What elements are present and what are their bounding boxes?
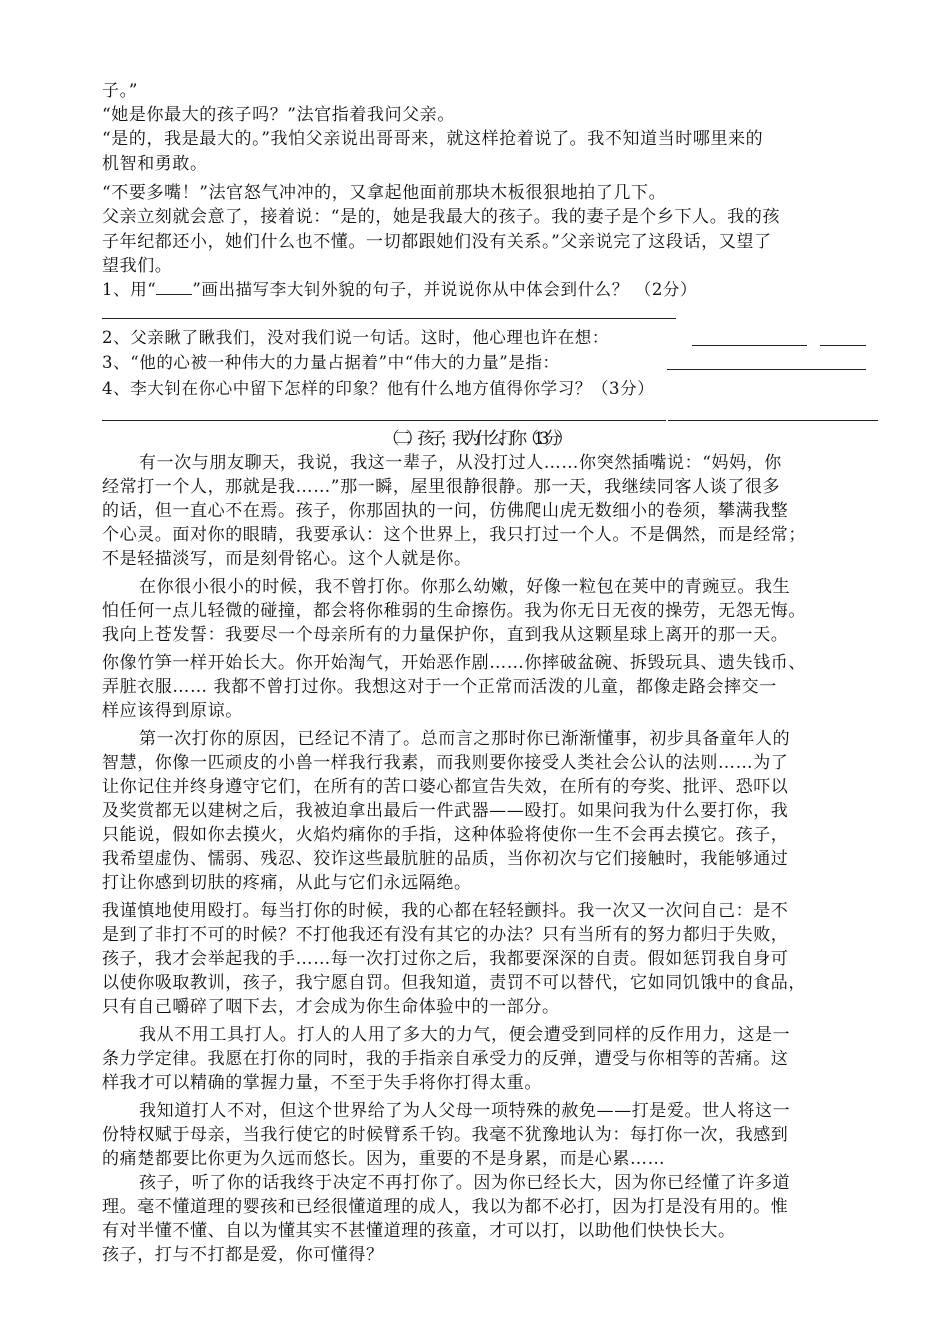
answer-line-3[interactable]: [667, 369, 866, 370]
passage-line: 父亲立刻就会意了，接着说：“是的，她是我最大的孩子。我的妻子是个乡下人。我的孩: [102, 207, 781, 227]
question-4: 4、李大钊在你心中留下怎样的印象？他有什么地方值得你学习？（3分）: [102, 379, 655, 398]
answer-line-1[interactable]: [102, 318, 676, 319]
answer-line-2a[interactable]: [692, 345, 807, 346]
answer-line-4a[interactable]: [102, 420, 666, 421]
passage-line: 望我们。: [102, 256, 173, 276]
body-line: 只能说，假如你去摸火，火焰灼痛你的手指，这种体验将使你一生不会再去摸它。孩子，: [102, 825, 789, 845]
body-line: 打让你感到切肤的疼痛，从此与它们永远隔绝。: [102, 873, 472, 893]
body-line: 有一次与朋友聊天，我说，我这一辈子，从没打过人……你突然插嘴说：“妈妈，你: [139, 453, 782, 473]
section-title: （二）孩子，我为什么打你 （13分）: [382, 429, 568, 449]
body-line: 孩子，听了你的话我终于决定不再打你了。因为你已经长大，因为你已经懂了许多道: [139, 1173, 791, 1193]
body-line: 的话，但一直心不在焉。孩子，你那固执的一问，仿佛爬山虎无数细小的卷须，攀满我整: [102, 501, 789, 521]
question-2: 2、父亲瞅了瞅我们，没对我们说一句话。这时，他心理也许在想：: [102, 328, 609, 347]
body-line: 弄脏衣服…… 我都不曾打过你。我想这对于一个正常而活泼的儿童，都像走路会摔交一: [102, 677, 777, 697]
body-line: 及奖赏都无以建树之后，我被迫拿出最后一件武器——殴打。如果问我为什么要打你，我: [102, 801, 789, 821]
answer-line-2b[interactable]: [820, 345, 866, 346]
underline-blank: [156, 279, 192, 295]
body-line: 不是轻描淡写，而是刻骨铭心。这个人就是你。: [102, 549, 472, 569]
body-line: 我从不用工具打人。打人的人用了多大的力气，便会遭受到同样的反作用力，这是一: [139, 1025, 791, 1045]
passage-line: “不要多嘴！”法官怒气冲冲的，又拿起他面前那块木板很狠地拍了几下。: [102, 183, 667, 203]
question-1: 1、用“ ”画出描写李大钊外貌的句子，并说说你从中体会到什么？ （2分）: [102, 280, 698, 299]
body-line: 理。毫不懂道理的婴孩和已经很懂道理的成人，我以为都不必打，因为打是没有用的。惟: [102, 1197, 789, 1217]
body-line: 我知道打人不对，但这个世界给了为人父母一项特殊的赦免——打是爱。世人将这一: [139, 1101, 791, 1121]
passage-line: 机智和勇敢。: [102, 154, 208, 174]
body-line: 以使你吸取教训，孩子，我宁愿自罚。但我知道，责罚不可以替代，它如同饥饿中的食品，: [102, 973, 806, 993]
body-line: 在你很小很小的时候，我不曾打你。你那么幼嫩，好像一粒包在荚中的青豌豆。我生: [139, 577, 791, 597]
body-line: 份特权赋于母亲，当我行使它的时候臂系千钧。我毫不犹豫地认为：每打你一次，我感到: [102, 1125, 789, 1145]
body-line: 我谨慎地使用殴打。每当打你的时候，我的心都在轻轻颤抖。我一次又一次问自己：是不: [102, 901, 789, 921]
body-line: 样应该得到原谅。: [102, 701, 243, 721]
answer-line-4b[interactable]: [668, 420, 878, 421]
passage-line: “她是你最大的孩子吗？”法官指着我问父亲。: [102, 105, 455, 125]
body-line: 样我才可以精确的掌握力量，不至于失手将你打得太重。: [102, 1073, 542, 1093]
body-line: 孩子，我才会举起我的手……每一次打过你之后，我都要深深的自责。假如惩罚我自身可: [102, 949, 789, 969]
body-line: 的痛楚都要比你更为久远而悠长。因为，重要的不是身累，而是心累……: [102, 1149, 666, 1169]
body-line: 让你记住并终身遵守它们，在所有的苦口婆心都宣告失效，在所有的夸奖、批评、恐吓以: [102, 777, 789, 797]
body-line: 条力学定律。我愿在打你的同时，我的手指亲自承受力的反弹，遭受与你相等的苦痛。这: [102, 1049, 789, 1069]
body-line: 个心灵。面对你的眼睛，我要承认：这个世界上，我只打过一个人。不是偶然，而是经常；: [102, 525, 806, 545]
passage-line: “是的，我是最大的。”我怕父亲说出哥哥来，就这样抢着说了。我不知道当时哪里来的: [102, 129, 764, 149]
passage-line: 子年纪都还小，她们什么也不懂。一切都跟她们没有关系。”父亲说完了这段话，又望了: [102, 232, 772, 252]
body-line: 我向上苍发誓：我要尽一个母亲所有的力量保护你，直到我从这颗星球上离开的那一天。: [102, 625, 789, 645]
body-line: 孩子，打与不打都是爱，你可懂得？: [102, 1245, 384, 1265]
body-line: 经常打一个人，那就是我……”那一瞬，屋里很静很静。那一天，我继续同客人谈了很多: [102, 477, 781, 497]
body-line: 只有自己嚼碎了咽下去，才会成为你生命体验中的一部分。: [102, 997, 560, 1017]
body-line: 我希望虚伪、懦弱、残忍、狡诈这些最肮脏的品质，当你初次与它们接触时，我能够通过: [102, 849, 789, 869]
body-line: 你像竹笋一样开始长大。你开始淘气，开始恶作剧……你摔破盆碗、拆毁玩具、遗失钱币、: [102, 653, 806, 673]
body-line: 怕任何一点儿轻微的碰撞，都会将你稚弱的生命擦伤。我为你无日无夜的操劳，无怨无悔。: [102, 601, 806, 621]
body-line: 是到了非打不可的时候？不打他我还有没有其它的办法？只有当所有的努力都归于失败，: [102, 925, 789, 945]
question-3: 3、“他的心被一种伟大的力量占据着”中“伟大的力量”是指：: [102, 353, 560, 372]
body-line: 有对半懂不懂、自以为懂其实不甚懂道理的孩童，才可以打，以助他们快快长大。: [102, 1221, 736, 1241]
passage-line: 子。”: [102, 81, 138, 101]
body-line: 智慧，你像一匹顽皮的小兽一样我行我素，而我则要你接受人类社会公认的法则……为了: [102, 753, 789, 773]
body-line: 第一次打你的原因，已经记不清了。总而言之那时你已渐渐懂事，初步具备童年人的: [139, 729, 791, 749]
